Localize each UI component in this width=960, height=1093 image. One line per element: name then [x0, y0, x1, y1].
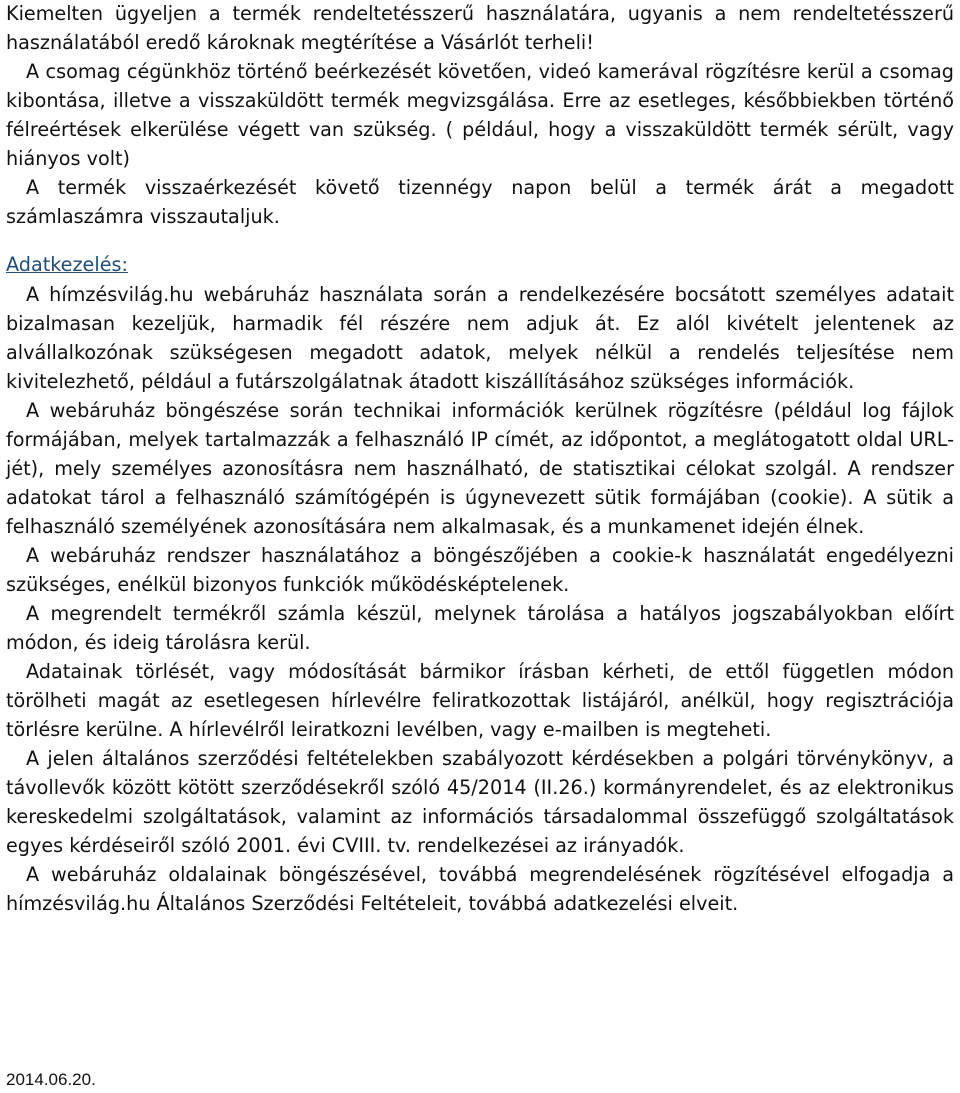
paragraph-cookies: A webáruház rendszer használatához a böngészőjében a cookie-k használatát engedélyezni szükséges, enélkül bizonyos funkciók működésképtelenek. — [6, 544, 954, 596]
paragraph-legal-basis: A jelen általános szerződési feltételekben szabályozott kérdésekben a polgári törvénykönyv, a távollevők között kötött szerződésekről szóló 45/2014 (II.26.) kormányrendelet, és az elektronikus kereskedelmi szolgáltatások, valamint az információs társadalommal összefüggő szolgáltatások egyes kérdéseiről szóló 2001. évi CVIII. tv. rendelkezései az irányadók. — [6, 747, 954, 857]
paragraph-technical-info: A webáruház böngészése során technikai információk kerülnek rögzítésre (például log fájlok formájában, melyek tartalmazzák a felhasználó IP címét, az időpontot, a meglátogatott oldal URL-jét), mely személyes azonosításra nem használható, de statisztikai célokat szolgál. A rendszer adatokat tárol a felhasználó számítógépén is úgynevezett sütik formájában (cookie). A sütik a felhasználó személyének azonosítására nem alkalmasak, és a munkamenet idején élnek. — [6, 399, 954, 538]
document-page — [6, 0, 954, 1089]
paragraph-package-inspection: A csomag cégünkhöz történő beérkezését követően, videó kamerával rögzítésre kerül a csomag kibontása, illetve a visszaküldött termék megvizsgálása. Erre az esetleges, későbbiekben történő félreértések elkerülése végett van szükség. ( például, hogy a visszaküldött termék sérült, vagy hiányos volt) — [6, 60, 954, 170]
paragraph-acceptance: A webáruház oldalainak böngészésével, továbbá megrendelésének rögzítésével elfogadja a hímzésvilág.hu Általános Szerződési Feltételeit, továbbá adatkezelési elveit. — [6, 863, 954, 915]
paragraph-personal-data: A hímzésvilág.hu webáruház használata során a rendelkezésére bocsátott személyes adatait bizalmasan kezeljük, harmadik fél részére nem adjuk át. Ez alól kivételt jelentenek az alvállalkozónak szükségesen megadott adatok, melyek nélkül a rendelés teljesítése nem kivitelezhető, például a futárszolgálatnak átadott kiszállításához szükséges információk. — [6, 283, 954, 393]
section-heading-data-handling: Adatkezelés: — [6, 253, 128, 276]
paragraph-refund: A termék visszaérkezését követő tizennégy napon belül a termék árát a megadott számlaszámra visszautaljuk. — [6, 176, 954, 228]
paragraph-product-usage: Kiemelten ügyeljen a termék rendeltetésszerű használatára, ugyanis a nem rendeltetésszerű használatából eredő károknak megtérítése a Vásárlót terheli! — [6, 2, 954, 54]
document-date: 2014.06.20. — [6, 1070, 96, 1089]
paragraph-invoice: A megrendelt termékről számla készül, melynek tárolása a hatályos jogszabályokban előírt módon, és ideig tárolásra kerül. — [6, 602, 954, 654]
paragraph-data-deletion: Adatainak törlését, vagy módosítását bármikor írásban kérheti, de ettől független módon törölheti magát az esetlegesen hírlevélre feliratkozottak listájáról, anélkül, hogy regisztrációja törlésre kerülne. A hírlevélről leiratkozni levélben, vagy e-mailben is megteheti. — [6, 660, 954, 741]
